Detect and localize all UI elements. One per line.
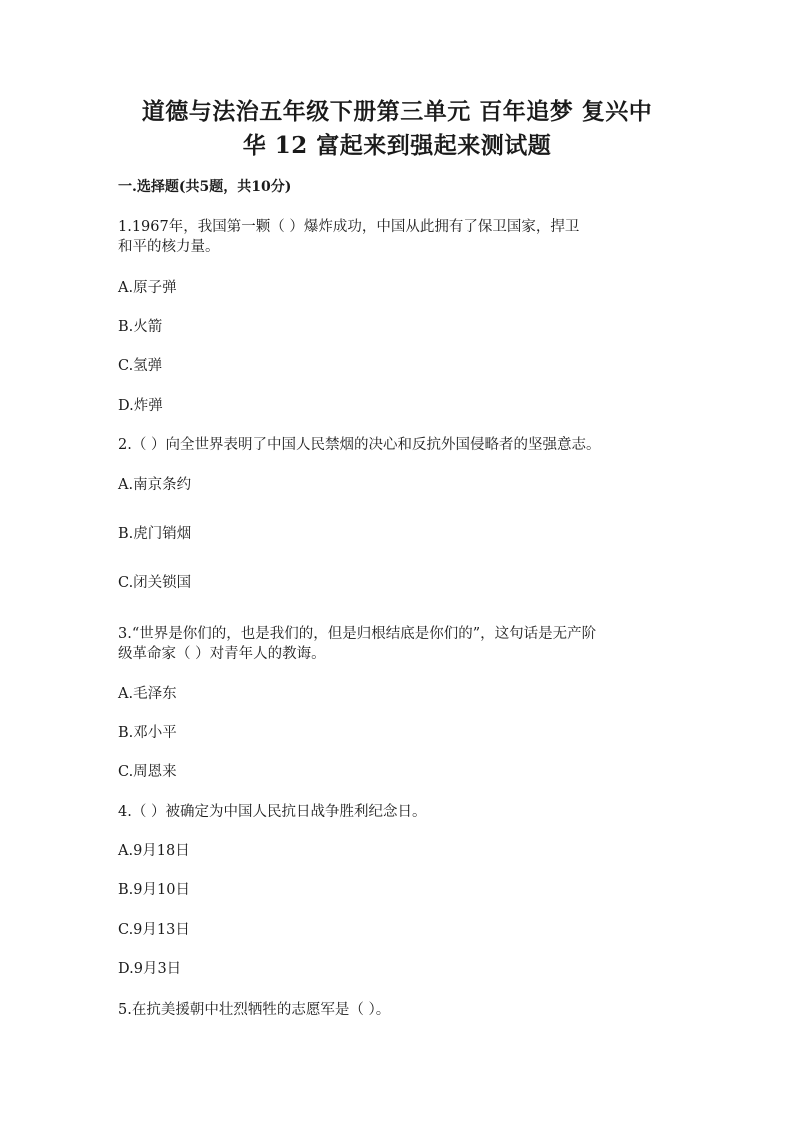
question-3-text-line-1: 3.“世界是你们的，也是我们的，但是归根结底是你们的”，这句话是无产阶 — [118, 626, 597, 642]
page-title-line-1: 道德与法治五年级下册第三单元 百年追梦 复兴中 — [141, 98, 653, 125]
question-4-option-c: C.9月13日 — [118, 922, 190, 938]
question-1-option-c: C.氢弹 — [118, 358, 163, 374]
question-3-option-b: B.邓小平 — [118, 725, 177, 741]
question-1-text-line-1: 1.1967年，我国第一颗（ ）爆炸成功，中国从此拥有了保卫国家，捍卫 — [118, 219, 580, 235]
question-1-option-d: D.炸弹 — [118, 398, 163, 414]
question-3-text-line-2: 级革命家（ ）对青年人的教诲。 — [118, 646, 326, 662]
question-4-text-line-1: 4.（ ）被确定为中国人民抗日战争胜利纪念日。 — [118, 804, 427, 820]
question-4-option-a: A.9月18日 — [118, 843, 190, 859]
question-2-option-a: A.南京条约 — [118, 477, 192, 493]
question-1-text-line-2: 和平的核力量。 — [118, 239, 220, 255]
question-2-option-c: C.闭关锁国 — [118, 575, 192, 591]
question-3-option-a: A.毛泽东 — [118, 686, 177, 702]
question-2-option-b: B.虎门销烟 — [118, 526, 192, 542]
question-4-option-b: B.9月10日 — [118, 882, 190, 898]
section-heading: 一.选择题(共5题，共10分) — [118, 179, 292, 195]
question-1-option-b: B.火箭 — [118, 319, 163, 335]
question-1-option-a: A.原子弹 — [118, 280, 177, 296]
page-title-line-2: 华 12 富起来到强起来测试题 — [242, 132, 552, 159]
question-4-option-d: D.9月3日 — [118, 961, 182, 977]
question-5-text-line-1: 5.在抗美援朝中壮烈牺牲的志愿军是（ ）。 — [118, 1002, 391, 1018]
question-2-text-line-1: 2.（ ）向全世界表明了中国人民禁烟的决心和反抗外国侵略者的坚强意志。 — [118, 437, 601, 453]
question-3-option-c: C.周恩来 — [118, 764, 177, 780]
